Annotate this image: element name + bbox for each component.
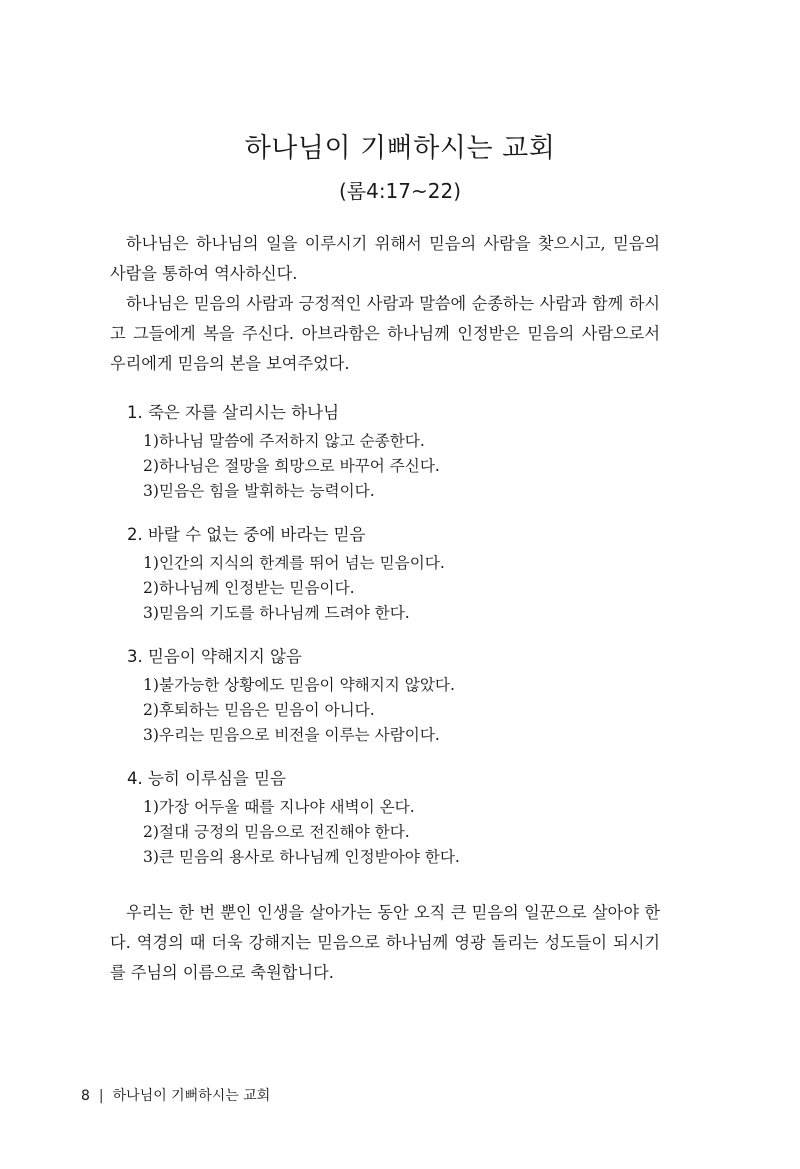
section-2-item-2: 2)하나님께 인정받는 믿음이다. [143, 579, 355, 597]
section-1-item-1: 1)하나님 말씀에 주저하지 않고 순종한다. [143, 432, 425, 450]
section-heading-2: 2. 바랄 수 없는 중에 바라는 믿음 [127, 525, 366, 544]
section-2-item-1: 1)인간의 지식의 한계를 뛰어 넘는 믿음이다. [143, 554, 445, 572]
intro-paragraph-2: 하나님은 믿음의 사람과 긍정적인 사람과 말씀에 순종하는 사람과 함께 하시고 그들에게 복을 주신다. 아브라함은 하나님께 인정받은 믿음의 사람으로서 우리에게 믿음의 본을 보여주었다. [110, 294, 660, 373]
intro-paragraph-1: 하나님은 하나님의 일을 이루시기 위해서 믿음의 사람을 찾으시고, 믿음의 사람을 통하여 역사하신다. [110, 234, 660, 283]
closing-paragraph: 우리는 한 번 뿐인 인생을 살아가는 동안 오직 큰 믿음의 일꾼으로 살아야 한다. 역경의 때 더욱 강해지는 믿음으로 하나님께 영광 돌리는 성도들이 되시기를 주님의 이름으로 축원합니다. [110, 903, 660, 982]
page-title: 하나님이 기뻐하시는 교회 [244, 133, 556, 164]
section-1-item-2: 2)하나님은 절망을 희망으로 바꾸어 주신다. [143, 457, 440, 475]
running-title: 하나님이 기뻐하시는 교회 [112, 1088, 271, 1104]
section-3-item-2: 2)후퇴하는 믿음은 믿음이 아니다. [143, 701, 375, 719]
page-number: 8 [81, 1088, 90, 1104]
page-footer [81, 1085, 270, 1105]
section-heading-1: 1. 죽은 자를 살리시는 하나님 [127, 403, 340, 422]
section-3-item-1: 1)불가능한 상황에도 믿음이 약해지지 않았다. [143, 676, 455, 694]
scripture-reference: (롬4:17~22) [338, 179, 462, 203]
section-heading-3: 3. 믿음이 약해지지 않음 [127, 647, 302, 666]
section-4-item-1: 1)가장 어두울 때를 지나야 새벽이 온다. [143, 798, 415, 816]
footer-separator: | [98, 1088, 104, 1104]
closing-text [110, 898, 660, 988]
section-2-item-3: 3)믿음의 기도를 하나님께 드려야 한다. [143, 604, 410, 622]
section-heading-4: 4. 능히 이루심을 믿음 [127, 769, 286, 788]
section-1-item-3: 3)믿음은 힘을 발휘하는 능력이다. [143, 482, 375, 500]
intro-text [110, 229, 660, 379]
section-4-item-2: 2)절대 긍정의 믿음으로 전진해야 한다. [143, 823, 410, 841]
section-3-item-3: 3)우리는 믿음으로 비전을 이루는 사람이다. [143, 726, 440, 744]
section-4-item-3: 3)큰 믿음의 용사로 하나님께 인정받아야 한다. [143, 848, 460, 866]
